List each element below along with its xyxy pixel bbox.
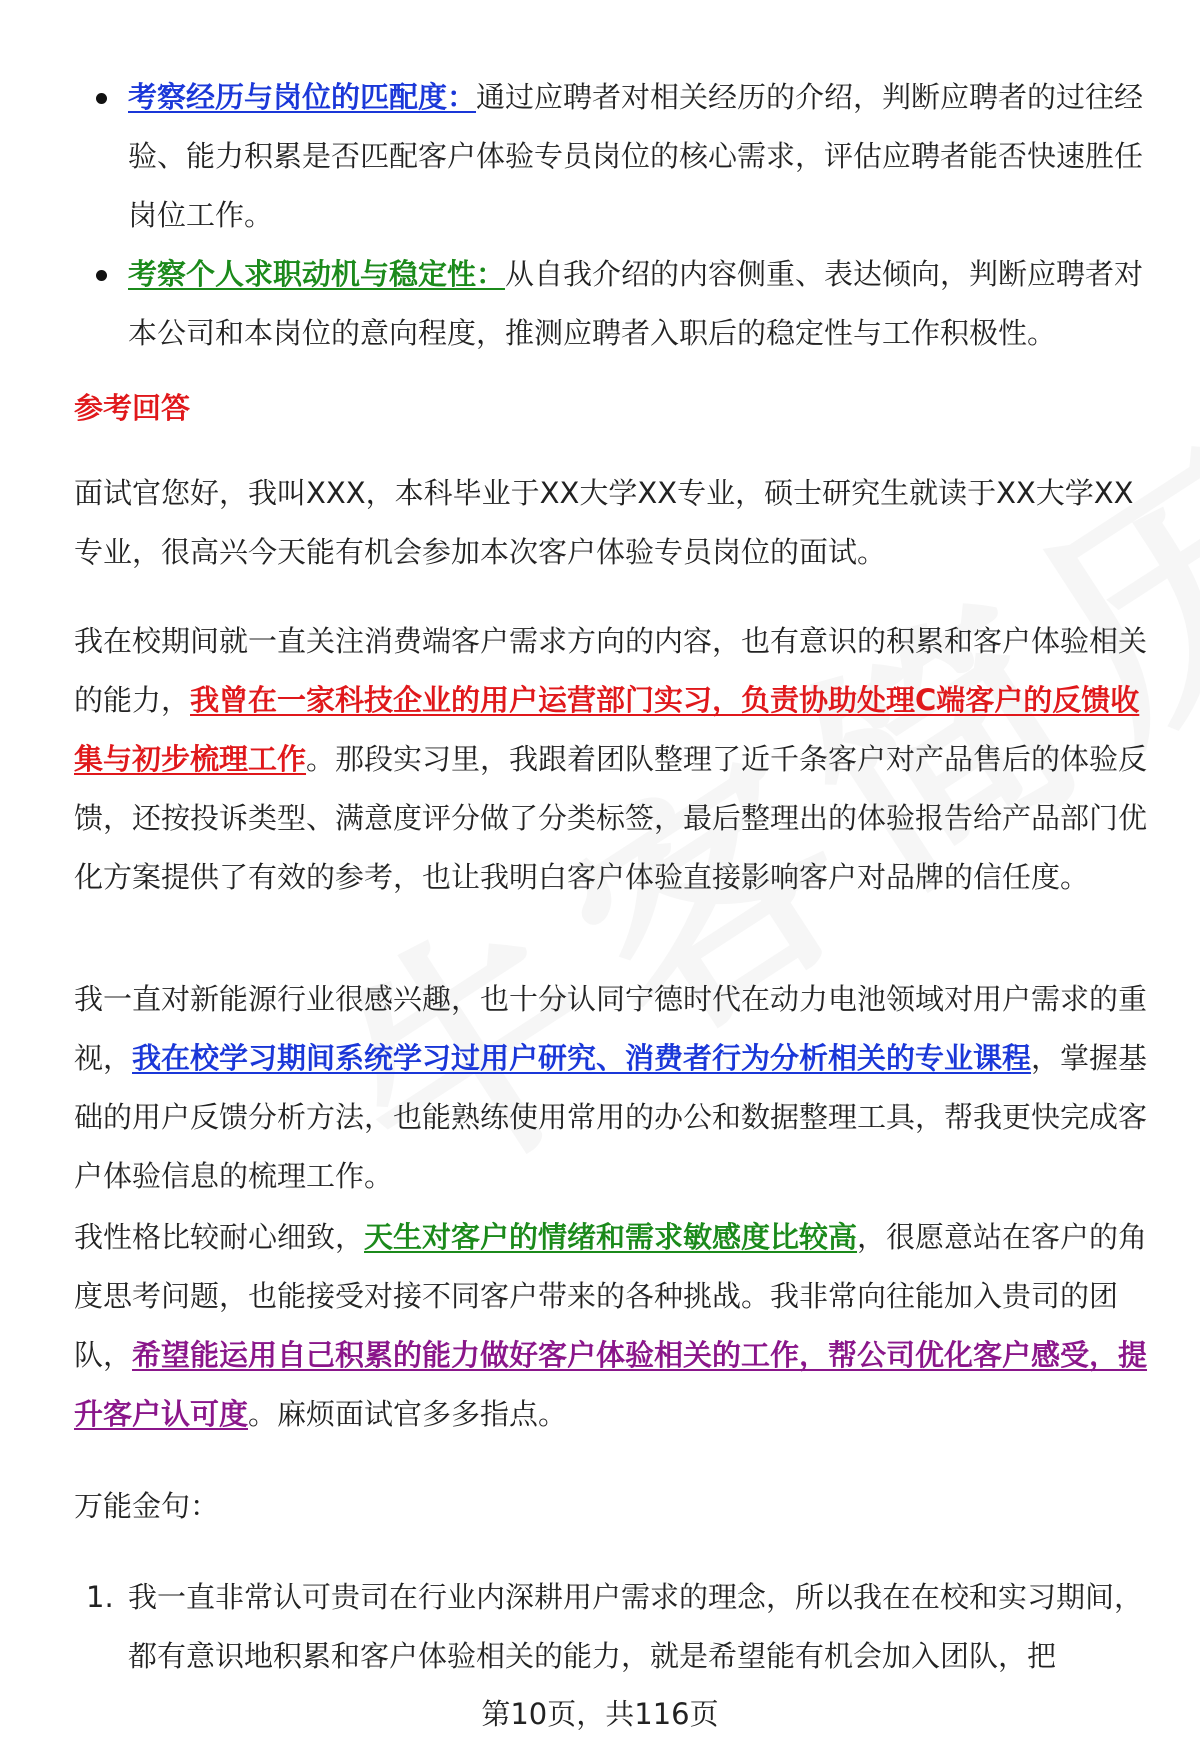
body-text: 。那段实习里，我跟着团队整理了近千条客户对产品售后的体验反馈，还按投诉类型、满意度评分做了分类标签，最后整理出的体验报告给产品部门优化方案提供了有效的参考，也让我明白客户体验直接影响客户对品牌的信任度。 xyxy=(74,742,1148,894)
highlight-text: 考察个人求职动机与稳定性： xyxy=(128,257,506,291)
bullet-dot-icon xyxy=(96,93,107,104)
body-text: ，掌握基础的用户反馈分析方法，也能熟练使用常用的办公和数据整理工具，帮我更快完成客户体验信息的梳理工作。 xyxy=(74,1041,1148,1193)
list-item xyxy=(96,245,1146,363)
body-text: 我性格比较耐心细致， xyxy=(74,1220,365,1254)
golden-sentences-list xyxy=(86,1568,1156,1686)
body-text: 我一直非常认可贵司在行业内深耕用户需求的理念，所以我在在校和实习期间，都有意识地积累和客户体验相关的能力，就是希望能有机会加入团队，把 xyxy=(128,1580,1144,1673)
body-text: 通过应聘者对相关经历的介绍，判断应聘者的过往经验、能力积累是否匹配客户体验专员岗位的核心需求，评估应聘者能否快速胜任岗位工作。 xyxy=(128,80,1144,232)
industry-paragraph xyxy=(74,970,1154,1206)
highlight-text: 我在校学习期间系统学习过用户研究、消费者行为分析相关的专业课程 xyxy=(132,1041,1032,1075)
body-text: 从自我介绍的内容侧重、表达倾向，判断应聘者对本公司和本岗位的意向程度，推测应聘者入职后的稳定性与工作积极性。 xyxy=(128,257,1144,350)
body-text: 。麻烦面试官多多指点。 xyxy=(248,1397,568,1431)
experience-paragraph xyxy=(74,612,1154,907)
highlight-text: 希望能运用自己积累的能力做好客户体验相关的工作，帮公司优化客户感受，提升客户认可度 xyxy=(74,1338,1148,1431)
item-number: 1. xyxy=(86,1580,114,1614)
golden-sentences-label: 万能金句： xyxy=(74,1489,220,1523)
list-item xyxy=(86,1568,1156,1686)
highlight-text: 我曾在一家科技企业的用户运营部门实习，负责协助处理C端客户的反馈收集与初步梳理工作 xyxy=(74,683,1140,776)
list-item xyxy=(96,68,1146,245)
body-text: 我在校期间就一直关注消费端客户需求方向的内容，也有意识的积累和客户体验相关的能力， xyxy=(74,624,1148,717)
body-text: ，很愿意站在客户的角度思考问题，也能接受对接不同客户带来的各种挑战。我非常向往能加入贵司的团队， xyxy=(74,1220,1148,1372)
highlight-text: 天生对客户的情绪和需求敏感度比较高 xyxy=(364,1220,858,1254)
evaluation-points-list xyxy=(96,68,1146,363)
bullet-dot-icon xyxy=(96,270,107,281)
personality-paragraph xyxy=(74,1208,1154,1444)
body-text: 我一直对新能源行业很感兴趣，也十分认同宁德时代在动力电池领域对用户需求的重视， xyxy=(74,982,1148,1075)
section-title: 参考回答 xyxy=(74,391,191,425)
intro-paragraph: 面试官您好，我叫XXX，本科毕业于XX大学XX专业，硕士研究生就读于XX大学XX专业，很高兴今天能有机会参加本次客户体验专员岗位的面试。 xyxy=(74,476,1134,569)
highlight-text: 考察经历与岗位的匹配度： xyxy=(128,80,477,114)
page-footer: 第10页，共116页 xyxy=(0,1690,1200,1738)
